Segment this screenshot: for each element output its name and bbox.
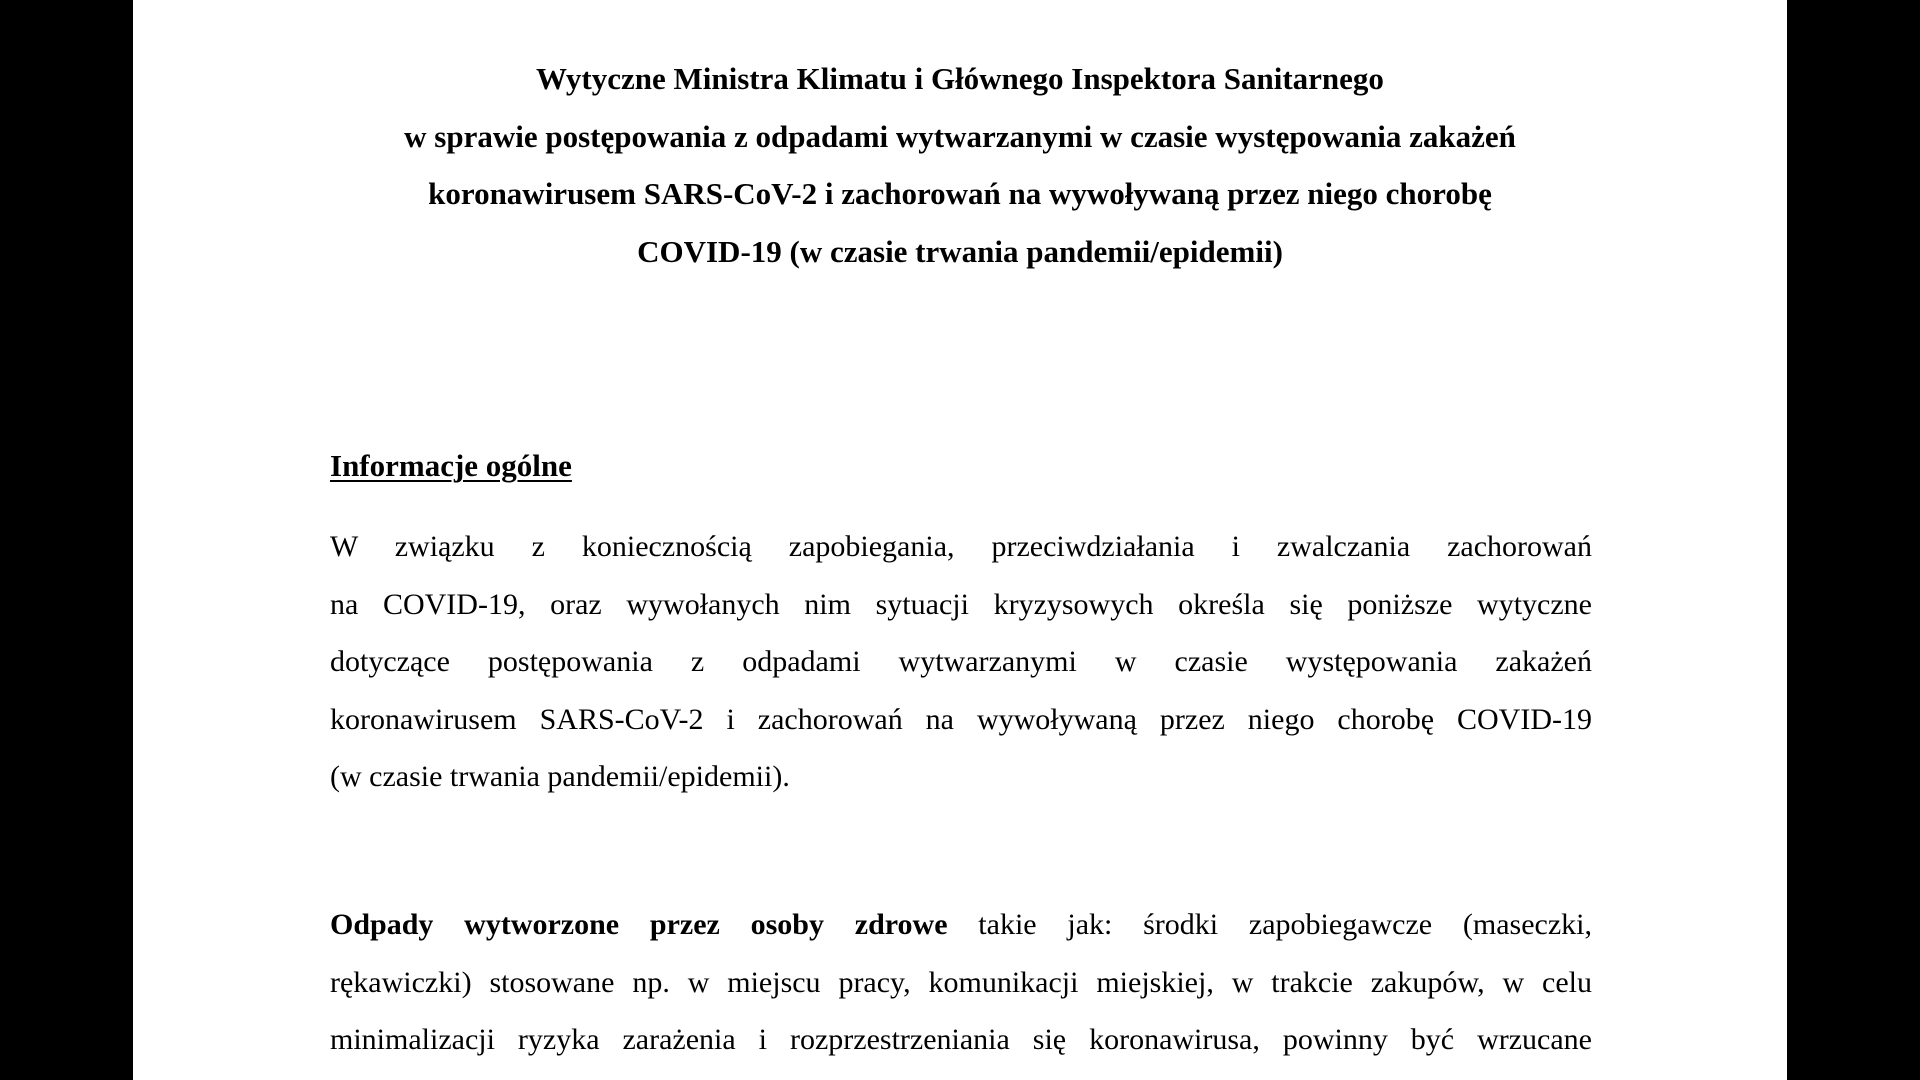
paragraph-line: na COVID-19, oraz wywołanych nim sytuacji kryzysowych określa się poniższe wytyczne xyxy=(330,587,1592,621)
paragraph-line: dotyczące postępowania z odpadami wytwarzanymi w czasie występowania zakażeń xyxy=(330,645,1592,678)
section-heading: Informacje ogólne xyxy=(330,448,572,483)
paragraph-line: koronawirusem SARS-CoV-2 i zachorowań na wywoływaną przez niego chorobę COVID-19 xyxy=(330,702,1592,736)
paragraph-line: W związku z koniecznością zapobiegania, przeciwdziałania i zwalczania zachorowań xyxy=(330,530,1592,563)
title-line-1: Wytyczne Ministra Klimatu i Głównego Inspektora Sanitarnego xyxy=(536,61,1384,96)
paragraph-text: takie jak: środki zapobiegawcze (maseczki, xyxy=(947,908,1592,941)
paragraph-line xyxy=(330,896,1592,954)
paragraph-general-info xyxy=(330,518,1592,806)
title-line-3: koronawirusem SARS-CoV-2 i zachorowań na wywoływaną przez niego chorobę xyxy=(428,176,1492,211)
paragraph-line: rękawiczki) stosowane np. w miejscu pracy, komunikacji miejskiej, w trakcie zakupów, w celu xyxy=(330,965,1592,999)
paragraph-healthy-persons-waste xyxy=(330,896,1592,1069)
document-title xyxy=(133,50,1787,280)
title-line-4: COVID-19 (w czasie trwania pandemii/epidemii) xyxy=(637,233,1283,269)
paragraph-line: (w czasie trwania pandemii/epidemii). xyxy=(330,760,790,793)
bold-lead-text: Odpady wytworzone przez osoby zdrowe xyxy=(330,908,948,941)
title-line-2: w sprawie postępowania z odpadami wytwarzanymi w czasie występowania zakażeń xyxy=(404,118,1516,154)
document-page xyxy=(133,0,1787,1080)
paragraph-line: minimalizacji ryzyka zarażenia i rozprzestrzeniania się koronawirusa, powinny być wrzucane xyxy=(330,1023,1592,1056)
